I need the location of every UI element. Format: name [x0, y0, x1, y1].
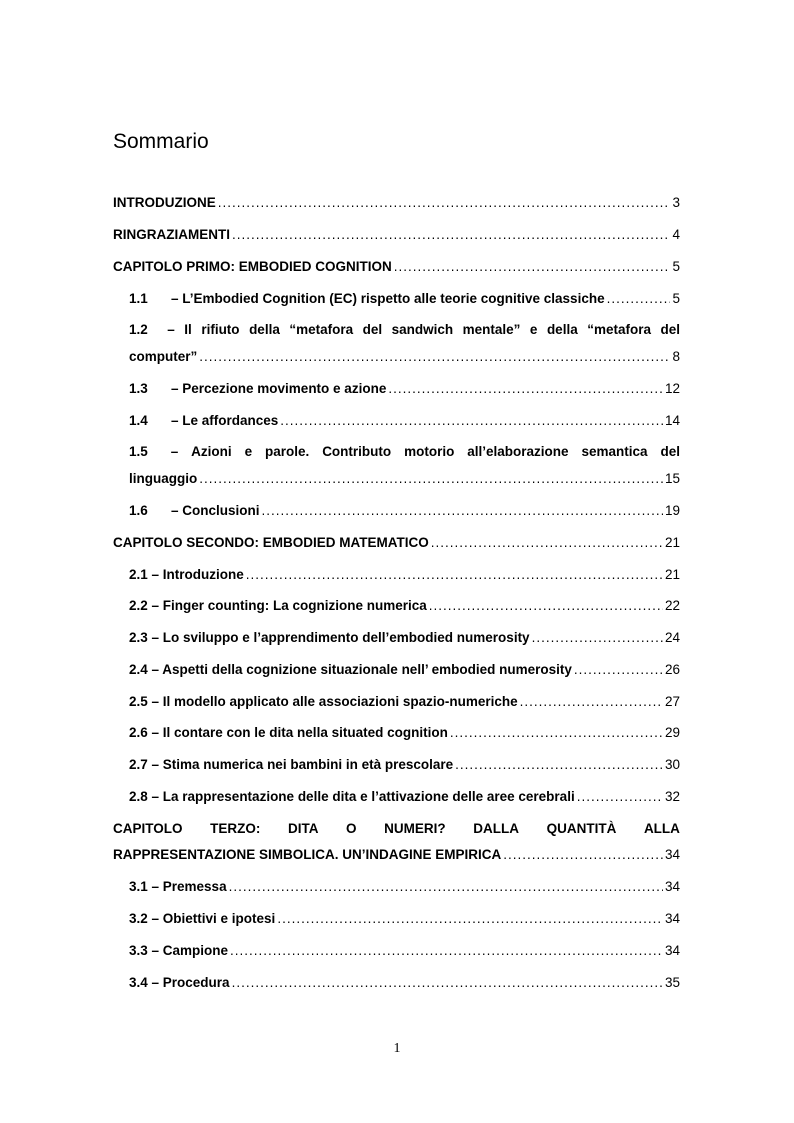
toc-word: del [660, 322, 680, 337]
toc-word: parole. [265, 444, 310, 459]
toc-word: e [529, 322, 538, 337]
toc-page: 29 [664, 725, 680, 740]
toc-label: CAPITOLO PRIMO: EMBODIED COGNITION [113, 259, 392, 274]
toc-entry-3-1[interactable] [129, 879, 680, 894]
toc-page: 35 [664, 975, 680, 990]
toc-page: 21 [664, 567, 680, 582]
toc-label: – L’Embodied Cognition (EC) rispetto alle teorie cognitive classiche [171, 291, 605, 306]
toc-label: RINGRAZIAMENTI [113, 227, 230, 242]
toc-section-number: 1.3 [129, 381, 148, 396]
toc-entry-2-6[interactable] [129, 725, 680, 740]
toc-leader [607, 291, 671, 306]
toc-word: e [244, 444, 253, 459]
toc-word: DALLA [473, 821, 519, 836]
toc-leader [388, 381, 663, 396]
toc-word: NUMERI? [384, 821, 446, 836]
toc-word: della [249, 322, 280, 337]
toc-leader [532, 630, 663, 645]
toc-entry-1-4[interactable] [129, 413, 680, 428]
toc-label: – Percezione movimento e azione [171, 381, 387, 396]
toc-leader [232, 975, 663, 990]
toc-word: rifiuto [201, 322, 240, 337]
toc-leader [246, 567, 663, 582]
toc-label: 2.4 – Aspetti della cognizione situazionale nell’ embodied numerosity [129, 662, 572, 677]
toc-page: 14 [664, 413, 680, 428]
toc-word: sandwich [391, 322, 454, 337]
toc-entry-3-2[interactable] [129, 911, 680, 926]
toc-label: 2.8 – La rappresentazione delle dita e l’attivazione delle aree cerebrali [129, 789, 575, 804]
toc-page: 5 [672, 259, 680, 274]
toc-word: all’elaborazione [467, 444, 569, 459]
toc-leader [450, 725, 663, 740]
toc-label: 2.5 – Il modello applicato alle associazioni spazio-numeriche [129, 694, 518, 709]
toc-entry-1-5-line2[interactable] [129, 471, 680, 486]
toc-leader [199, 471, 663, 486]
toc-entry-2-1[interactable] [129, 567, 680, 582]
toc-entry-2-8[interactable] [129, 789, 680, 804]
toc-leader [429, 598, 663, 613]
toc-page: 34 [664, 911, 680, 926]
toc-label: 2.2 – Finger counting: La cognizione numerica [129, 598, 427, 613]
toc-word: CAPITOLO [113, 821, 183, 836]
toc-label: linguaggio [129, 471, 198, 486]
toc-page: 27 [664, 694, 680, 709]
toc-label: INTRODUZIONE [113, 195, 216, 210]
toc-leader [574, 662, 663, 677]
toc-entry-capitolo-terzo-line1[interactable] [113, 821, 680, 836]
toc-leader [431, 535, 663, 550]
toc-leader [232, 227, 670, 242]
toc-entry-capitolo-primo[interactable] [113, 259, 680, 274]
toc-entry-ringraziamenti[interactable] [113, 227, 680, 242]
toc-word: “metafora [587, 322, 651, 337]
toc-word: ALLA [643, 821, 680, 836]
toc-word: della [546, 322, 578, 337]
toc-leader [229, 879, 663, 894]
toc-word: TERZO: [210, 821, 261, 836]
toc-page: 22 [664, 598, 680, 613]
toc-entry-3-3[interactable] [129, 943, 680, 958]
toc-entry-2-5[interactable] [129, 694, 680, 709]
toc-page: 34 [664, 879, 680, 894]
toc-section-number: 1.5 [129, 444, 148, 459]
toc-word: Azioni [191, 444, 232, 459]
toc-label: – Le affordances [171, 413, 279, 428]
page-number: 1 [393, 1041, 401, 1056]
toc-entry-introduzione[interactable] [113, 195, 680, 210]
toc-label: RAPPRESENTAZIONE SIMBOLICA. UN’INDAGINE EMPIRICA [113, 847, 502, 862]
toc-leader [262, 503, 663, 518]
toc-section-number: 1.6 [129, 503, 148, 518]
toc-page: 34 [664, 847, 680, 862]
toc-label: 2.1 – Introduzione [129, 567, 244, 582]
toc-word: – [167, 322, 175, 337]
toc-leader [218, 195, 671, 210]
toc-entry-1-5-line1[interactable] [129, 444, 680, 459]
toc-label: 2.7 – Stima numerica nei bambini in età prescolare [129, 757, 454, 772]
toc-entry-2-2[interactable] [129, 598, 680, 613]
toc-label: computer” [129, 349, 198, 364]
toc-word: DITA [287, 821, 319, 836]
toc-entry-2-7[interactable] [129, 757, 680, 772]
toc-label: 2.6 – Il contare con le dita nella situated cognition [129, 725, 448, 740]
toc-entry-capitolo-secondo[interactable] [113, 535, 680, 550]
toc-leader [280, 413, 663, 428]
toc-word: “metafora [289, 322, 354, 337]
toc-page: 21 [664, 535, 680, 550]
toc-leader [577, 789, 663, 804]
toc-leader [520, 694, 663, 709]
toc-word: motorio [404, 444, 455, 459]
toc-page: 4 [672, 227, 680, 242]
toc-leader [455, 757, 663, 772]
toc-page: 5 [672, 291, 680, 306]
toc-word: O [346, 821, 357, 836]
toc-entry-1-1[interactable] [129, 291, 680, 306]
toc-page: 26 [664, 662, 680, 677]
toc-word: Il [184, 322, 192, 337]
toc-page: 8 [672, 349, 680, 364]
toc-page: 3 [672, 195, 680, 210]
toc-section-number: 1.4 [129, 413, 148, 428]
toc-leader [394, 259, 671, 274]
page-title: Sommario [113, 130, 209, 153]
toc-label: 3.3 – Campione [129, 943, 229, 958]
toc-word: del [362, 322, 383, 337]
toc-word: – [170, 444, 179, 459]
toc-page: 24 [664, 630, 680, 645]
toc-entry-2-3[interactable] [129, 630, 680, 645]
toc-page: 34 [664, 943, 680, 958]
toc-leader [230, 943, 663, 958]
toc-entry-1-2-line1[interactable] [129, 322, 680, 337]
toc-word: QUANTITÀ [546, 821, 617, 836]
toc-label: 2.3 – Lo sviluppo e l’apprendimento dell’embodied numerosity [129, 630, 530, 645]
toc-entry-1-2-line2[interactable] [129, 349, 680, 364]
toc-entry-capitolo-terzo-line2[interactable] [113, 847, 680, 862]
toc-page: 30 [664, 757, 680, 772]
toc-label: 3.4 – Procedura [129, 975, 230, 990]
toc-word: Contributo [322, 444, 392, 459]
toc-section-number: 1.2 [129, 322, 148, 337]
toc-label: 3.1 – Premessa [129, 879, 227, 894]
toc-leader [199, 349, 670, 364]
toc-leader [277, 911, 663, 926]
toc-page: 12 [664, 381, 680, 396]
toc-entry-2-4[interactable] [129, 662, 680, 677]
toc-label: – Conclusioni [171, 503, 260, 518]
toc-page: 19 [664, 503, 680, 518]
toc-entry-3-4[interactable] [129, 975, 680, 990]
toc-section-number: 1.1 [129, 291, 148, 306]
toc-entry-1-6[interactable] [129, 503, 680, 518]
toc-page: 32 [664, 789, 680, 804]
toc-label: 3.2 – Obiettivi e ipotesi [129, 911, 276, 926]
toc-entry-1-3[interactable] [129, 381, 680, 396]
toc-word: del [660, 444, 680, 459]
toc-label: CAPITOLO SECONDO: EMBODIED MATEMATICO [113, 535, 429, 550]
toc-word: semantica [581, 444, 648, 459]
toc-word: mentale” [462, 322, 521, 337]
toc-page: 15 [664, 471, 680, 486]
toc-leader [503, 847, 663, 862]
